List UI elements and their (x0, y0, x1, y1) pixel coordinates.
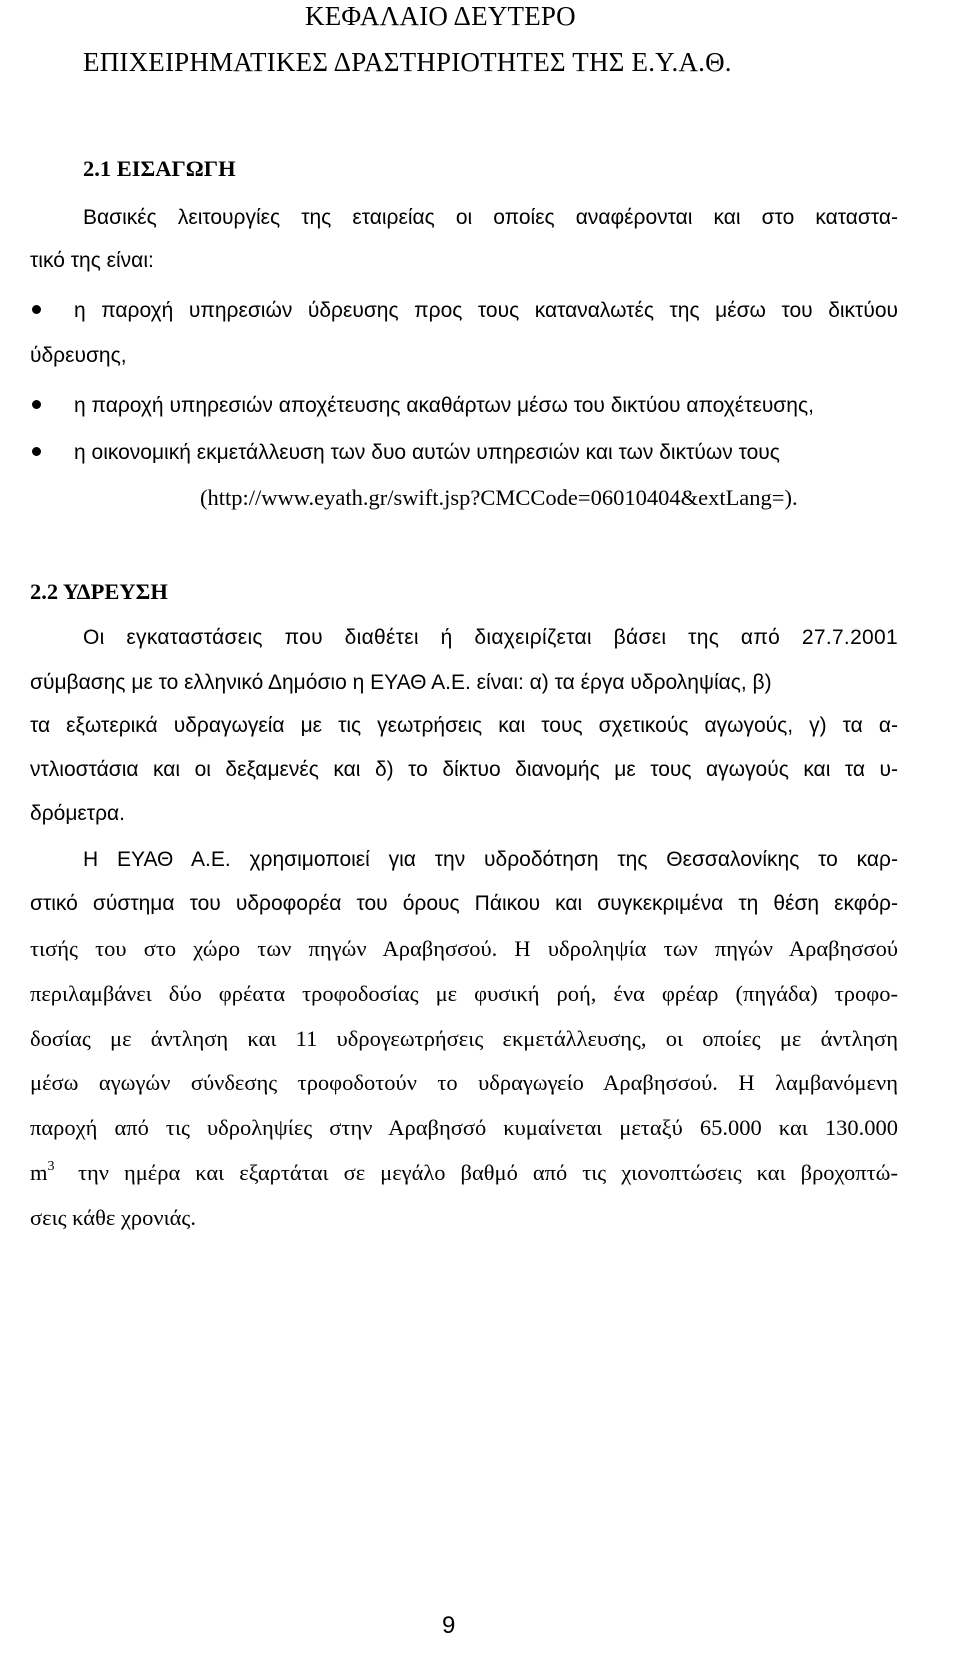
paragraph-line: δρόμετρα. (30, 802, 125, 825)
paragraph-line: τα εξωτερικά υδραγωγεία με τις γεωτρήσεις και τους σχετικούς αγωγούς, γ) τα α- (30, 714, 898, 737)
page-number: 9 (442, 1612, 456, 1639)
bullet-dot (32, 305, 41, 314)
bullet-item-line: η παροχή υπηρεσιών ύδρευσης προς τους καταναλωτές της μέσω του δικτύου (74, 299, 898, 322)
paragraph-line: την ημέρα και εξαρτάται σε μεγάλο βαθμό από τις χιονοπτώσεις και βροχοπτώ- (78, 1160, 898, 1185)
paragraph-line: Η ΕΥΑΘ Α.Ε. χρησιμοποιεί για την υδροδότηση της Θεσσαλονίκης το καρ- (83, 848, 898, 871)
paragraph-line: δοσίας με άντληση και 11 υδρογεωτρήσεις εκμετάλλευσης, οι οποίες με άντληση (30, 1026, 898, 1051)
intro-line: τικό της είναι: (30, 249, 154, 272)
paragraph-line: Οι εγκαταστάσεις που διαθέτει ή διαχειρίζεται βάσει της από 27.7.2001 (83, 626, 898, 649)
paragraph-text-tail: είναι: α) τα έργα υδροληψίας, β) (470, 671, 772, 694)
chapter-title: ΚΕΦΑΛΑΙΟ ΔΕΥΤΕΡΟ (305, 1, 576, 31)
bullet-dot (32, 400, 41, 409)
paragraph-line: παροχή από τις υδροληψίες στην Αραβησσό κυμαίνεται μεταξύ 65.000 και 130.000 (30, 1115, 898, 1140)
paragraph-line: μέσω αγωγών σύνδεσης τροφοδοτούν το υδραγωγείο Αραβησσού. Η λαμβανόμενη (30, 1070, 898, 1095)
bullet-item-line: ύδρευσης, (30, 344, 127, 367)
bullet-dot (32, 447, 41, 456)
section-heading-intro: 2.1 ΕΙΣΑΓΩΓΗ (83, 156, 236, 181)
unit-exponent: 3 (47, 1158, 55, 1174)
bullet-item-line: η παροχή υπηρεσιών αποχέτευσης ακαθάρτων μέσω του δικτύου αποχέτευσης, (74, 394, 814, 417)
intro-line: Βασικές λειτουργίες της εταιρείας οι οποίες αναφέρονται και στο καταστα- (83, 206, 898, 229)
paragraph-line: ντλιοστάσια και οι δεξαμενές και δ) το δίκτυο διανομής με τους αγωγούς και τα υ- (30, 758, 898, 781)
reference-url: (http://www.eyath.gr/swift.jsp?CMCCode=06010404&extLang=). (200, 485, 798, 510)
paragraph-line (30, 668, 772, 697)
paragraph-line: σεις κάθε χρονιάς. (30, 1205, 196, 1230)
unit-measure (30, 1159, 55, 1187)
paragraph-line: περιλαμβάνει δύο φρέατα τροφοδοσίας με φυσική ροή, ένα φρέαρ (πηγάδα) τροφο- (30, 981, 898, 1006)
paragraph-line: στικό σύστημα του υδροφορέα του όρους Πάικου και συγκεκριμένα τη θέση εκφόρ- (30, 892, 898, 915)
section-heading-water: 2.2 ΥΔΡΕΥΣΗ (30, 579, 168, 604)
bullet-item-line: η οικονομική εκμετάλλευση των δυο αυτών υπηρεσιών και των δικτύων τους (74, 441, 780, 464)
chapter-subtitle: ΕΠΙΧΕΙΡΗΜΑΤΙΚΕΣ ΔΡΑΣΤΗΡΙΟΤΗΤΕΣ ΤΗΣ Ε.Υ.Α.Θ. (83, 47, 732, 77)
unit-symbol: m (30, 1160, 48, 1185)
paragraph-text-sans: σύμβασης με το ελληνικό Δημόσιο η ΕΥΑΘ Α.Ε. (30, 671, 471, 694)
paragraph-line: τισής του στο χώρο των πηγών Αραβησσού. Η υδροληψία των πηγών Αραβησσού (30, 936, 898, 961)
